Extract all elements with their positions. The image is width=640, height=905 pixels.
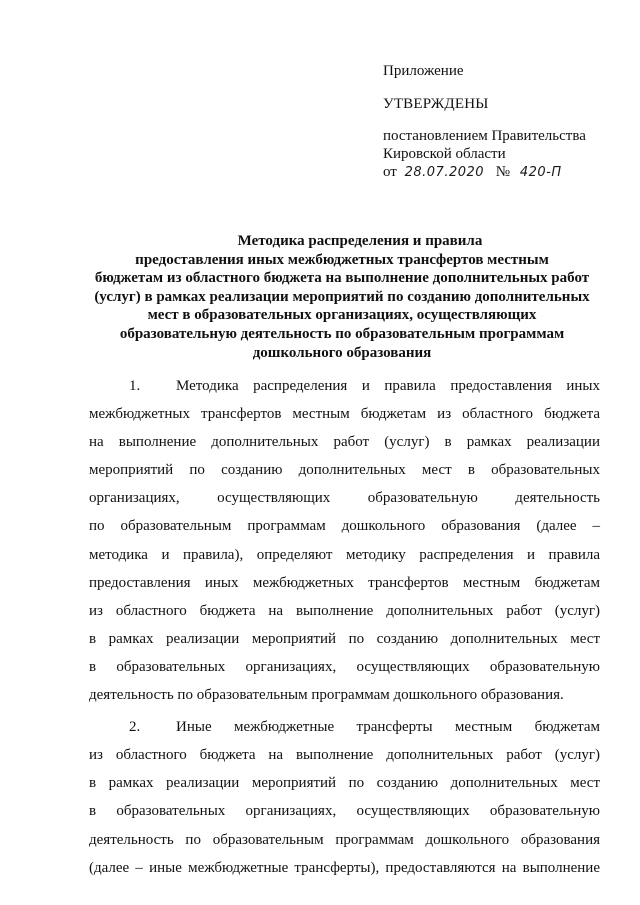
paragraph-line: межбюджетных трансфертов местным бюджетам из областного бюджета xyxy=(89,406,600,423)
title-line: Методика распределения и правила xyxy=(237,233,483,249)
document-body xyxy=(89,372,600,882)
title-line: (услуг) в рамках реализации мероприятий по созданию дополнительных xyxy=(94,288,590,305)
approved-label: УТВЕРЖДЕНЫ xyxy=(383,96,489,112)
title-line: дошкольного образования xyxy=(252,344,432,361)
title-line: образовательную деятельность по образовательным программам xyxy=(119,325,565,342)
handwritten-date: 28.07.2020 xyxy=(404,165,485,180)
decree-line-2: Кировской области xyxy=(383,146,506,162)
paragraph-line: методика и правила), определяют методику распределения и правила xyxy=(89,546,600,563)
appendix-label: Приложение xyxy=(383,63,464,79)
paragraph-1 xyxy=(89,372,600,709)
document-title xyxy=(84,232,600,362)
paragraph-line: организациях, осуществляющих образовательную деятельность xyxy=(89,490,600,507)
date-prefix: от xyxy=(383,164,397,180)
paragraph-line: (далее – иные межбюджетные трансферты), предоставляются на выполнение xyxy=(89,859,600,876)
paragraph-line: из областного бюджета на выполнение дополнительных работ (услуг) xyxy=(89,602,600,619)
paragraph-line: в рамках реализации мероприятий по созданию дополнительных мест xyxy=(89,630,600,647)
paragraph-line: в образовательных организациях, осуществляющих образовательную xyxy=(89,658,600,675)
decree-date-line xyxy=(383,163,623,182)
paragraph-line: предоставления иных межбюджетных трансфертов местным бюджетам xyxy=(89,574,600,591)
paragraph-line: 2. Иные межбюджетные трансферты местным бюджетам xyxy=(89,713,600,741)
decree-line-1: постановлением Правительства xyxy=(383,128,586,144)
paragraph-number: 2. xyxy=(129,719,141,736)
paragraph-number: 1. xyxy=(129,378,141,394)
number-sign: № xyxy=(495,164,511,180)
paragraph-line: в образовательных организациях, осуществляющих образовательную xyxy=(89,803,600,820)
paragraph-line: в рамках реализации мероприятий по созданию дополнительных мест xyxy=(89,775,600,792)
paragraph-line: деятельность по образовательным программам дошкольного образования xyxy=(89,831,600,848)
paragraph-line: деятельность по образовательным программам дошкольного образования. xyxy=(89,687,564,704)
title-line: бюджетам из областного бюджета на выполнение дополнительных работ xyxy=(94,270,590,287)
paragraph-line: мероприятий по созданию дополнительных мест в образовательных xyxy=(89,462,600,479)
title-line: мест в образовательных организациях, осуществляющих xyxy=(147,307,537,324)
paragraph-line: по образовательным программам дошкольного образования (далее – xyxy=(89,518,600,535)
title-line: предоставления иных межбюджетных трансфертов местным xyxy=(135,251,549,268)
approval-block xyxy=(383,62,623,182)
paragraph-line: из областного бюджета на выполнение дополнительных работ (услуг) xyxy=(89,747,600,764)
paragraph-line: 1. Методика распределения и правила предоставления иных xyxy=(89,372,600,400)
handwritten-number: 420-П xyxy=(519,165,562,180)
paragraph-2 xyxy=(89,713,600,882)
paragraph-line: на выполнение дополнительных работ (услуг) в рамках реализации xyxy=(89,434,600,451)
